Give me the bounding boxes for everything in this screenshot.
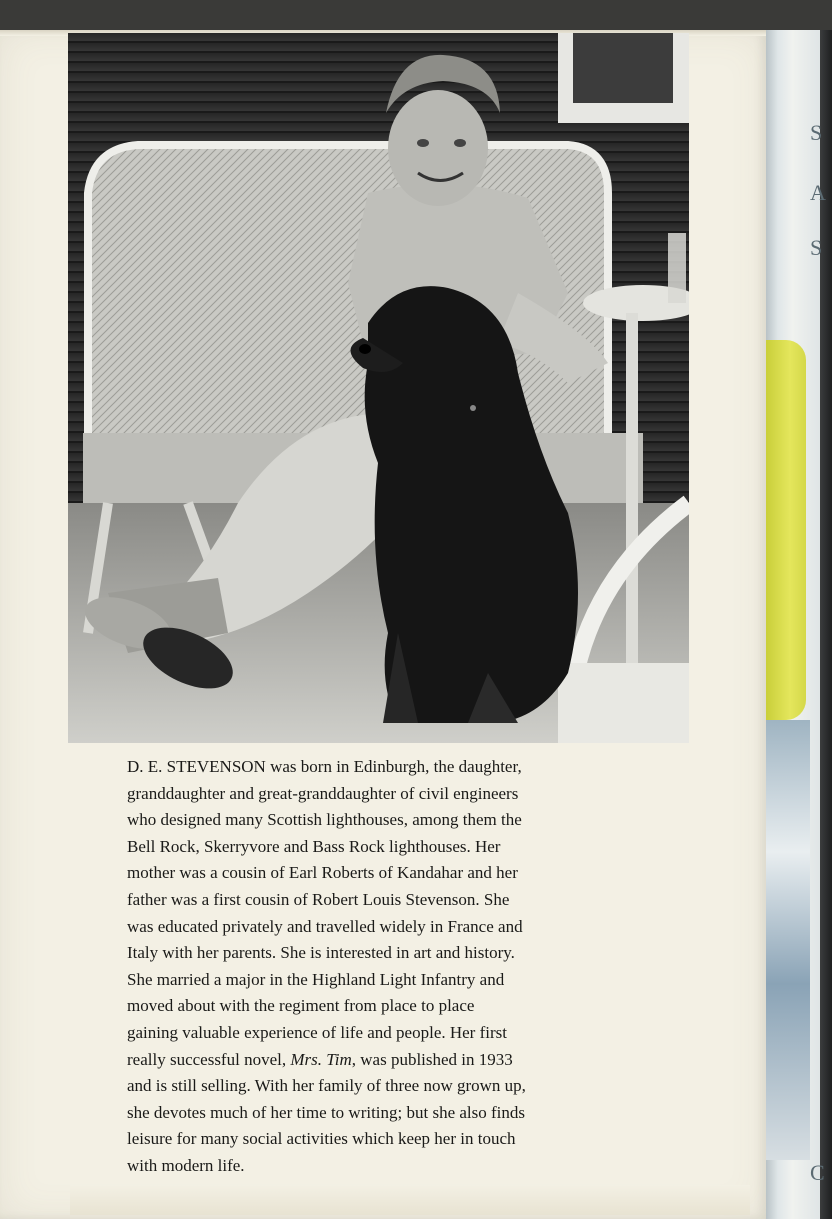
bio-line: She married a major in the Highland Light Infantry and [127, 969, 505, 989]
bio-line: D. E. STEVENSON was born in Edinburgh, the daughter, [127, 757, 522, 776]
spine-letter: C [810, 1160, 825, 1185]
bio-line: she devotes much of her time to writing; but she also finds [127, 1102, 526, 1122]
bio-line: granddaughter and great-granddaughter of civil engineers [127, 783, 519, 803]
jacket-bottom-wear [70, 1185, 750, 1215]
spine-letter: S [810, 235, 823, 260]
spine-letter: A [810, 180, 826, 205]
spine-blue-artwork [766, 720, 810, 1160]
bio-line: with modern life. [127, 1155, 245, 1175]
spine-yellow-artwork [766, 340, 806, 720]
spine-letter: S [810, 120, 823, 145]
bio-line: Bell Rock, Skerryvore and Bass Rock lighthouses. Her [127, 836, 501, 856]
bio-line: who designed many Scottish lighthouses, among them the [127, 810, 522, 830]
book-spine [766, 30, 832, 1219]
bio-line: leisure for many social activities which keep her in touch [127, 1129, 516, 1149]
bio-line: and is still selling. With her family of three now grown up, [127, 1076, 526, 1096]
bio-line: gaining valuable experience of life and people. Her first [127, 1022, 507, 1042]
author-biography [127, 754, 647, 1180]
bio-line: Italy with her parents. She is interested in art and history. [127, 943, 515, 963]
photo-illustration [68, 33, 689, 743]
bio-line: father was a first cousin of Robert Louis Stevenson. She [127, 889, 510, 909]
bio-line: really successful novel, Mrs. Tim, was published in 1933 [127, 1049, 513, 1069]
author-name: D. E. STEVENSON [127, 757, 266, 776]
spine-dark-edge [820, 30, 832, 1219]
bio-line: was educated privately and travelled widely in France and [127, 916, 523, 936]
bio-line: mother was a cousin of Earl Roberts of Kandahar and her [127, 863, 518, 883]
author-photograph [68, 33, 689, 743]
bio-line: moved about with the regiment from place to place [127, 996, 475, 1016]
novel-title: Mrs. Tim [290, 1049, 352, 1069]
